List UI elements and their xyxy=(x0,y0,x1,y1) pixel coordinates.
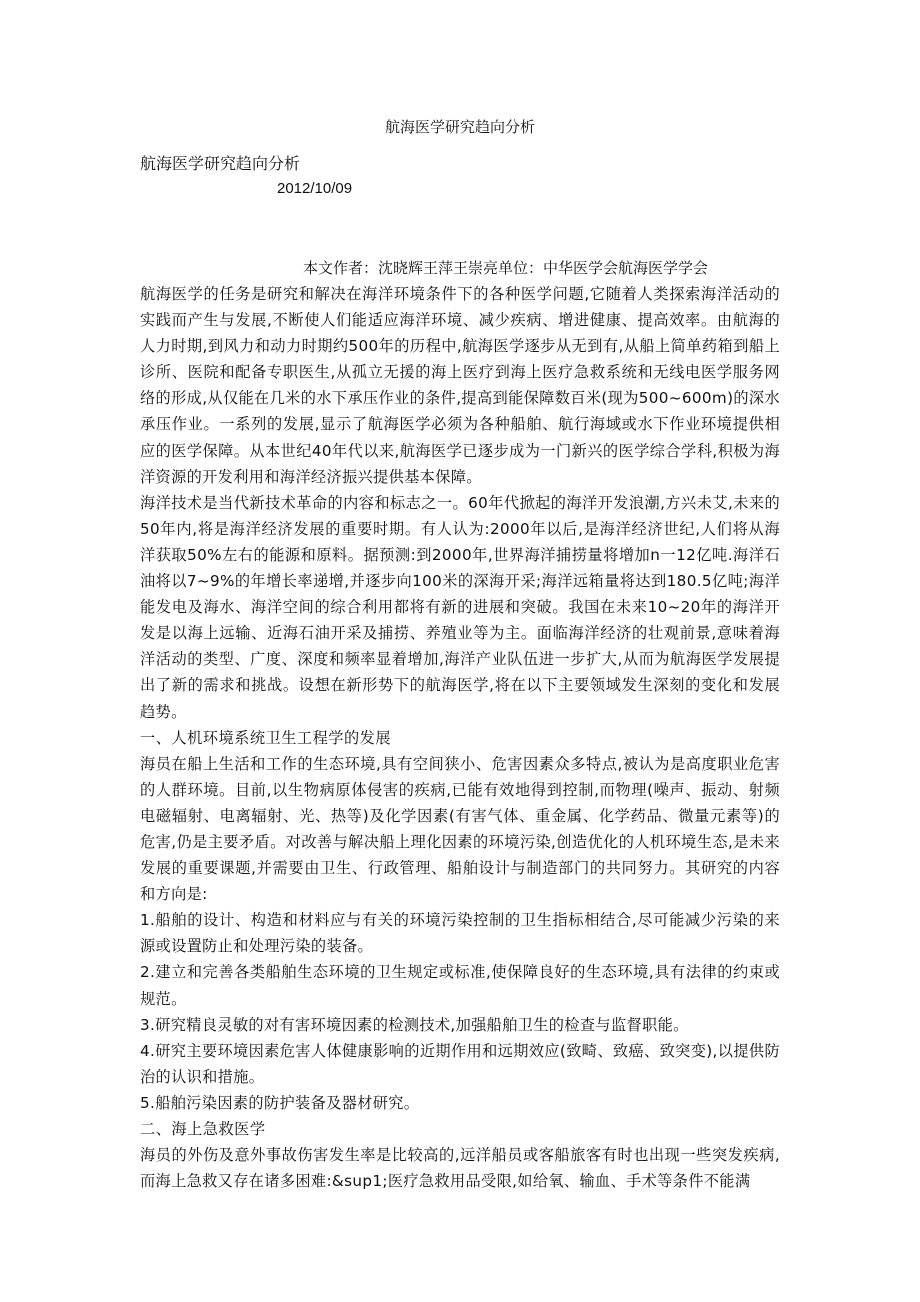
list-item-3: 3.研究精良灵敏的对有害环境因素的检测技术,加强船舶卫生的检查与监督职能。 xyxy=(140,1015,689,1034)
list-item-2: 2.建立和完善各类船舶生态环境的卫生规定或标准,使保障良好的生态环境,具有法律的约束或规范。 xyxy=(140,963,780,1008)
publish-date: 2012/10/09 xyxy=(277,180,353,197)
list-item-4: 4.研究主要环境因素危害人体健康影响的近期作用和远期效应(致畸、致癌、致突变),以提供防治的认识和措施。 xyxy=(140,1041,780,1086)
list-item-1: 1.船舶的设计、构造和材料应与有关的环境污染控制的卫生指标相结合,尽可能减少污染的来源或设置防止和处理污染的装备。 xyxy=(140,911,780,956)
document-title: 航海医学研究趋向分析 xyxy=(384,118,535,136)
article-body xyxy=(140,281,780,1194)
section-heading-2: 二、海上急救医学 xyxy=(140,1120,266,1138)
paragraph-emergency: 海员的外伤及意外事故伤害发生率是比较高的,远洋船员或客船旅客有时也出现一些突发疾病,而海上急救又存在诸多困难:&sup1;医疗急救用品受限,如给氧、输血、手术等条件不能满 xyxy=(140,1146,780,1191)
document-subtitle: 航海医学研究趋向分析 xyxy=(140,154,301,173)
section-heading-1: 一、人机环境系统卫生工程学的发展 xyxy=(140,728,391,747)
paragraph-intro: 航海医学的任务是研究和解决在海洋环境条件下的各种医学问题,它随着人类探索海洋活动的实践而产生与发展,不断使人们能适应海洋环境、减少疾病、增进健康、提高效率。由航海的人力时期,到风力和动力时期约500年的历程中,航海医学逐步从无到有,从船上简单药箱到船上诊所、医院和配备专职医生,从孤立无援的海上医疗到海上医疗急救系统和无线电医学服务网络的形成,从仅能在几米的水下承压作业的条件,提高到能保障数百米(现为500~600m)的深水承压作业。一系列的发展,显示了航海医学必须为各种船舶、航行海域或水下作业环境提供相应的医学保障。从本世纪40年代以来,航海医学已逐步成为一门新兴的医学综合学科,积极为海洋资源的开发利用和海洋经济振兴提供基本保障。 xyxy=(140,285,780,486)
paragraph-ocean-tech: 海洋技术是当代新技术革命的内容和标志之一。60年代掀起的海洋开发浪潮,方兴未艾,未来的50年内,将是海洋经济发展的重要时期。有人认为:2000年以后,是海洋经济世纪,人们将从海洋获取50%左右的能源和原料。据预测:到2000年,世界海洋捕捞量将增加n一12亿吨.海洋石油将以7~9%的年增长率递增,并逐步向100米的深海开采;海洋远箱量将达到180.5亿吨;海洋能发电及海水、海洋空间的综合利用都将有新的进展和突破。我国在未来10~20年的海洋开发是以海上远输、近海石油开采及捕捞、养殖业等为主。面临海洋经济的壮观前景,意味着海洋活动的类型、广度、深度和频率显着增加,海洋产业队伍进一步扩大,从而为航海医学发展提出了新的需求和挑战。设想在新形势下的航海医学,将在以下主要领域发生深刻的变化和发展趋势。 xyxy=(140,493,780,721)
list-item-5: 5.船舶污染因素的防护装备及器材研究。 xyxy=(140,1093,420,1112)
author-line: 本文作者：沈晓辉王萍王崇亮单位：中华医学会航海医学学会 xyxy=(303,259,709,277)
paragraph-environment: 海员在船上生活和工作的生态环境,具有空间狭小、危害因素众多特点,被认为是高度职业危害的人群环境。目前,以生物病原体侵害的疾病,已能有效地得到控制,而物理(噪声、振动、射频电磁辐射、电离辐射、光、热等)及化学因素(有害气体、重金属、化学药品、微量元素等)的危害,仍是主要矛盾。对改善与解决船上理化因素的环境污染,创造优化的人机环境生态,是未来发展的重要课题,并需要由卫生、行政管理、船舶设计与制造部门的共同努力。其研究的内容和方向是: xyxy=(140,754,780,904)
